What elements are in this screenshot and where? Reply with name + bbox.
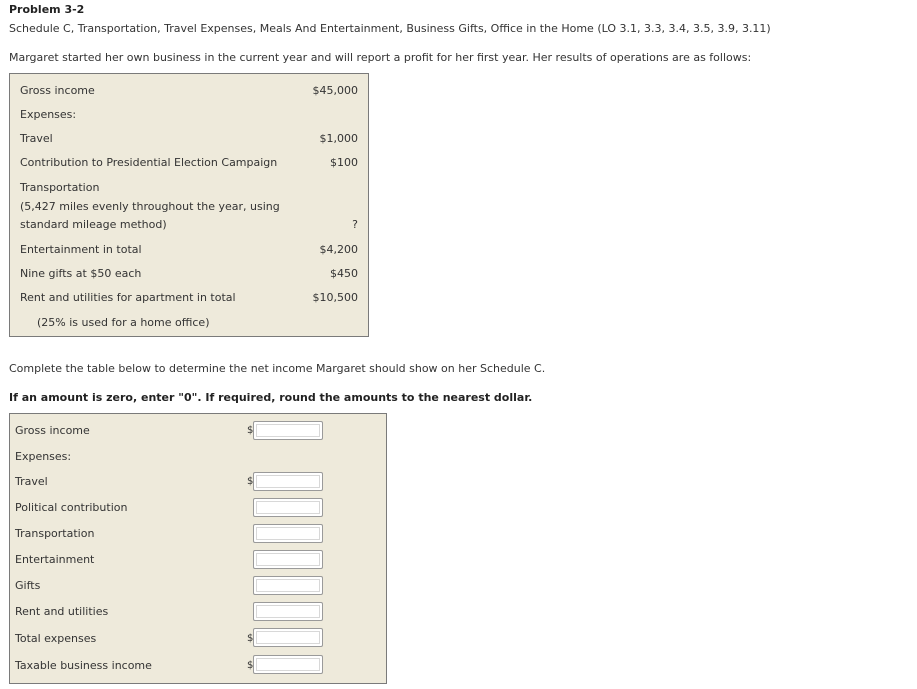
answer-total-label: Total expenses: [15, 632, 97, 645]
currency-symbol: $: [247, 476, 254, 487]
given-entertainment-value: $4,200: [319, 243, 358, 256]
gifts-input[interactable]: [253, 576, 323, 595]
rent-utilities-input[interactable]: [253, 602, 323, 621]
given-gross-income-label: Gross income: [20, 84, 95, 97]
answer-travel-label: Travel: [15, 475, 48, 488]
currency-symbol: $: [247, 425, 254, 436]
travel-input[interactable]: [253, 472, 323, 491]
answer-expenses-label: Expenses:: [15, 450, 72, 463]
problem-subtitle: Schedule C, Transportation, Travel Expenses, Meals And Entertainment, Business Gifts, Office in the Home (LO 3.1, 3.3, 3.4, 3.5, 3.9, 3.11): [9, 22, 771, 35]
answer-table: [9, 413, 387, 684]
answer-political-label: Political contribution: [15, 501, 128, 514]
given-travel-label: Travel: [20, 132, 53, 145]
given-gifts-value: $450: [330, 267, 358, 280]
problem-title: Problem 3-2: [9, 3, 85, 16]
answer-entertainment-label: Entertainment: [15, 553, 95, 566]
total-expenses-input[interactable]: [253, 628, 323, 647]
answer-transportation-label: Transportation: [15, 527, 95, 540]
given-expenses-label: Expenses:: [20, 108, 77, 121]
given-travel-value: $1,000: [319, 132, 358, 145]
problem-intro: Margaret started her own business in the current year and will report a profit for her first year. Her results of operations are as follows:: [9, 51, 752, 64]
currency-symbol: $: [247, 660, 254, 671]
given-rent-note: (25% is used for a home office): [37, 316, 210, 329]
given-transportation-value: ?: [352, 218, 358, 231]
given-contribution-label: Contribution to Presidential Election Campaign: [20, 156, 278, 169]
given-rent-value: $10,500: [312, 291, 358, 304]
answer-taxable-label: Taxable business income: [15, 659, 152, 672]
given-gifts-label: Nine gifts at $50 each: [20, 267, 142, 280]
given-transportation-detail: (5,427 miles evenly throughout the year, using: [20, 200, 280, 213]
political-contribution-input[interactable]: [253, 498, 323, 517]
given-contribution-value: $100: [330, 156, 358, 169]
given-transportation-method: standard mileage method): [20, 218, 167, 231]
instructions-text: Complete the table below to determine the net income Margaret should show on her Schedule C.: [9, 362, 546, 375]
instructions-bold: If an amount is zero, enter "0". If required, round the amounts to the nearest dollar.: [9, 391, 533, 404]
gross-income-input[interactable]: [253, 421, 323, 440]
transportation-input[interactable]: [253, 524, 323, 543]
entertainment-input[interactable]: [253, 550, 323, 569]
given-entertainment-label: Entertainment in total: [20, 243, 142, 256]
taxable-income-input[interactable]: [253, 655, 323, 674]
given-data-table: [9, 73, 369, 337]
answer-gifts-label: Gifts: [15, 579, 41, 592]
answer-rent-label: Rent and utilities: [15, 605, 109, 618]
given-gross-income-value: $45,000: [312, 84, 358, 97]
given-transportation-label: Transportation: [20, 181, 100, 194]
answer-gross-income-label: Gross income: [15, 424, 90, 437]
given-rent-label: Rent and utilities for apartment in total: [20, 291, 236, 304]
currency-symbol: $: [247, 633, 254, 644]
